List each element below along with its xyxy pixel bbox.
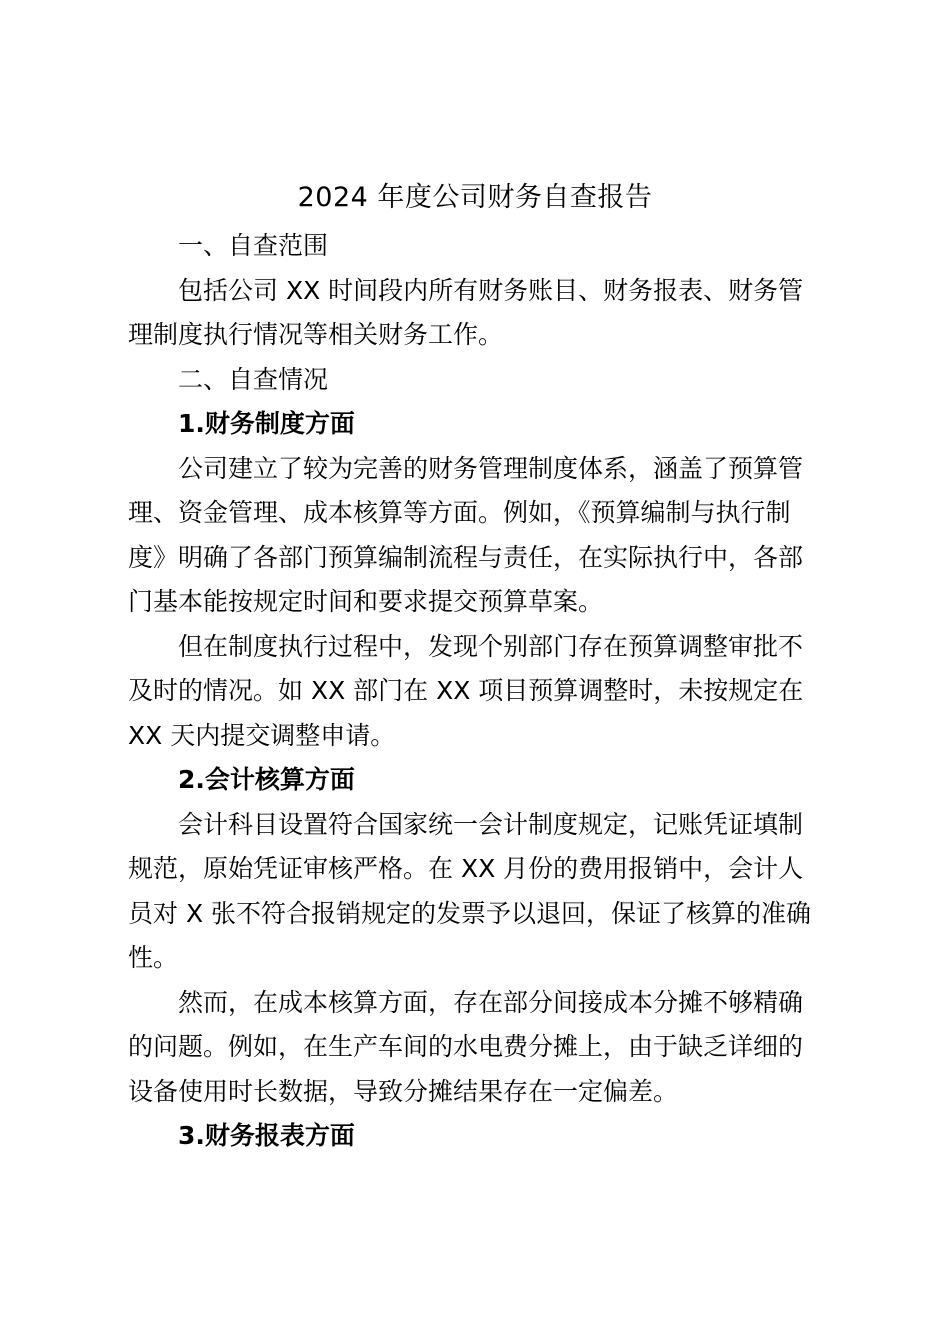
paragraph-line: 规范，原始凭证审核严格。在 XX 月份的费用报销中，会计人 bbox=[128, 854, 804, 883]
paragraph-system-issues bbox=[128, 625, 822, 759]
paragraph-line: 公司建立了较为完善的财务管理制度体系，涵盖了预算管 bbox=[178, 453, 804, 483]
paragraph-line: 的问题。例如，在生产车间的水电费分摊上，由于缺乏详细的 bbox=[128, 1032, 804, 1061]
subheading-financial-system: 1.财务制度方面 bbox=[178, 409, 355, 438]
paragraph-line: 理制度执行情况等相关财务工作。 bbox=[128, 320, 504, 349]
document-title: 2024 年度公司财务自查报告 bbox=[297, 182, 653, 213]
paragraph-system-overview bbox=[128, 447, 822, 625]
paragraph-accounting-overview bbox=[128, 803, 822, 981]
subheading-financial-statements: 3.财务报表方面 bbox=[178, 1121, 355, 1150]
paragraph-line: 会计科目设置符合国家统一会计制度规定，记账凭证填制 bbox=[178, 809, 804, 839]
section-heading-status: 二、自查情况 bbox=[178, 364, 329, 394]
paragraph-accounting-issues bbox=[128, 981, 822, 1115]
paragraph-line: 但在制度执行过程中，发现个别部门存在预算调整审批不 bbox=[178, 631, 804, 661]
paragraph-line: 包括公司 XX 时间段内所有财务账目、财务报表、财务管 bbox=[178, 275, 804, 305]
document-body bbox=[128, 176, 822, 1159]
section-heading-scope: 一、自查范围 bbox=[178, 231, 329, 260]
paragraph-line: XX 天内提交调整申请。 bbox=[128, 720, 396, 750]
paragraph-line: 及时的情况。如 XX 部门在 XX 项目预算调整时，未按规定在 bbox=[128, 676, 804, 705]
paragraph-line: 设备使用时长数据，导致分摊结果存在一定偏差。 bbox=[128, 1076, 679, 1106]
paragraph-line: 理、资金管理、成本核算等方面。例如，《预算编制与执行制 bbox=[128, 498, 791, 527]
paragraph-scope bbox=[128, 269, 822, 358]
paragraph-line: 员对 X 张不符合报销规定的发票予以退回，保证了核算的准确 bbox=[128, 898, 812, 928]
subheading-accounting: 2.会计核算方面 bbox=[178, 765, 355, 794]
paragraph-line: 门基本能按规定时间和要求提交预算草案。 bbox=[128, 587, 604, 616]
paragraph-line: 性。 bbox=[128, 943, 179, 972]
paragraph-line: 度》明确了各部门预算编制流程与责任，在实际执行中，各部 bbox=[128, 542, 804, 572]
paragraph-line: 然而，在成本核算方面，存在部分间接成本分摊不够精确 bbox=[178, 987, 804, 1017]
